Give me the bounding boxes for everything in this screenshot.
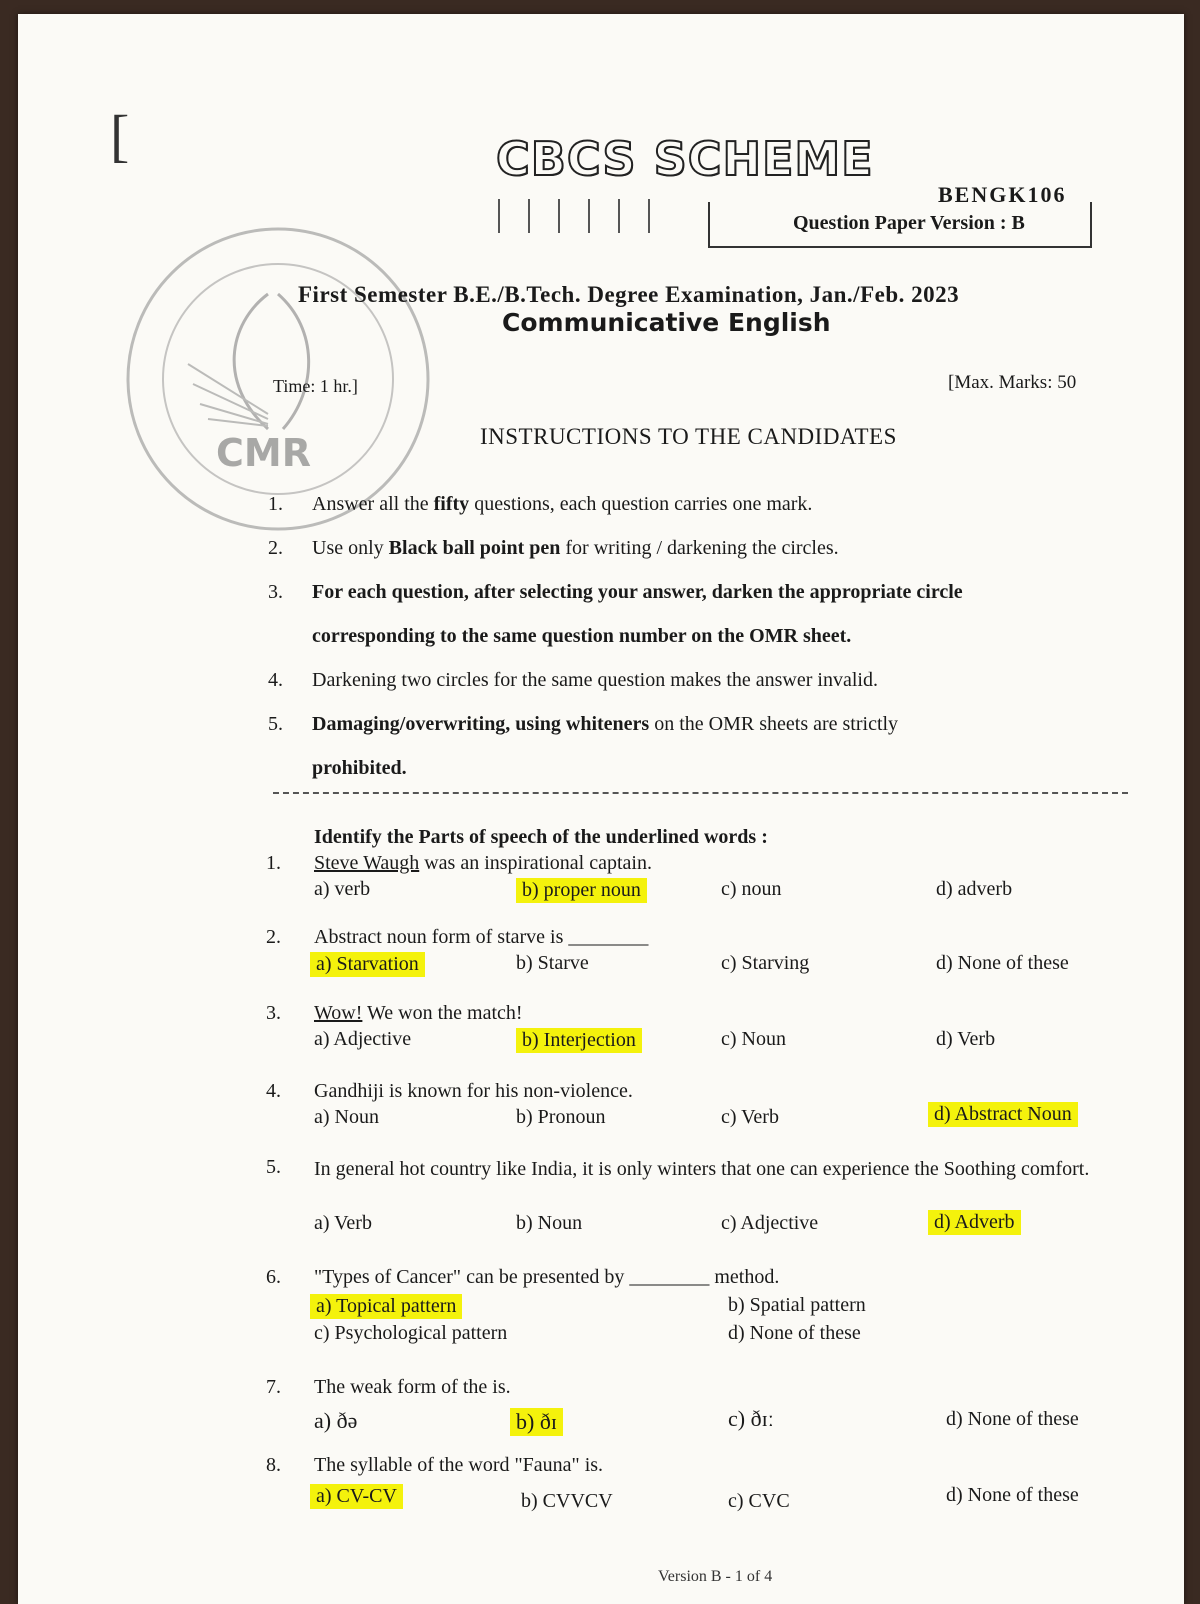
question-8: 8. The syllable of the word "Fauna" is. a) CV-CV b) CVVCV c) CVC d) None of these	[266, 1454, 1079, 1512]
page-footer: Version B - 1 of 4	[658, 1568, 773, 1585]
subject-title: Communicative English	[502, 308, 831, 337]
instruction-item: 4. Darkening two circles for the same question makes the answer invalid.	[268, 669, 878, 691]
degree-line: First Semester B.E./B.Tech. Degree Examination, Jan./Feb. 2023	[298, 282, 960, 307]
option-a-highlighted: a) CV-CV	[310, 1484, 403, 1509]
instruction-item: 5. Damaging/overwriting, using whiteners on the OMR sheets are strictly	[268, 713, 899, 735]
barcode-ticks	[498, 199, 698, 239]
instruction-item: prohibited.	[312, 757, 407, 779]
option-d: d) None of these	[946, 1408, 1079, 1430]
instruction-item: corresponding to the same question number on the OMR sheet.	[312, 625, 852, 647]
svg-text:CMR: CMR	[216, 431, 311, 475]
option-b-highlighted: b) proper noun	[516, 878, 647, 903]
option-b: b) Spatial pattern	[728, 1294, 866, 1316]
option-d: d) None of these	[936, 952, 1069, 974]
option-a: a) ðə	[314, 1408, 358, 1433]
option-c: c) Noun	[721, 1028, 786, 1050]
section-divider	[273, 792, 1128, 794]
scheme-title: CBCS SCHEME	[496, 132, 874, 186]
question-2: 2. Abstract noun form of starve is ________ a) Starvation b) Starve c) Starving d) None of these	[266, 926, 1069, 975]
question-7: 7. The weak form of the is. a) ðə b) ðɪ c) ðɪː d) None of these	[266, 1376, 1079, 1434]
option-a: a) Noun	[314, 1106, 379, 1128]
option-c: c) Verb	[721, 1106, 779, 1128]
option-b-highlighted: b) Interjection	[516, 1028, 642, 1053]
exam-paper	[18, 14, 1184, 1604]
option-a-highlighted: a) Starvation	[310, 952, 425, 977]
option-a: a) verb	[314, 878, 371, 900]
option-c: c) CVC	[728, 1490, 790, 1512]
option-b: b) CVVCV	[521, 1490, 613, 1512]
option-c: c) Adjective	[721, 1212, 819, 1234]
option-b-highlighted: b) ðɪ	[510, 1408, 563, 1436]
question-4: 4. Gandhiji is known for his non-violence. a) Noun b) Pronoun c) Verb d) Abstract Noun	[266, 1080, 1136, 1130]
instructions-list	[268, 482, 1128, 790]
option-d-highlighted: d) Adverb	[928, 1210, 1021, 1235]
course-code: BENGK106	[938, 182, 1067, 207]
instruction-item: 2. Use only Black ball point pen for writing / darkening the circles.	[268, 537, 839, 559]
time-allowed: Time: 1 hr.]	[273, 376, 358, 396]
max-marks: [Max. Marks: 50	[948, 372, 1077, 393]
question-6: 6. "Types of Cancer" can be presented by ________ method. a) Topical pattern b) Spatial pattern c) Psychological pattern d) None of these	[266, 1266, 866, 1344]
version-label: Question Paper Version : B	[793, 212, 1025, 234]
question-1: 1. Steve Waugh was an inspirational captain. a) verb b) proper noun c) noun d) adverb	[266, 852, 1013, 901]
option-d: d) Verb	[936, 1028, 996, 1050]
question-5: 5. In general hot country like India, it is only winters that one can experience the Soothing comfort. a) Verb b) Noun c) Adjective d) Adverb	[266, 1156, 1090, 1234]
option-a: a) Adjective	[314, 1028, 412, 1050]
option-d-highlighted: d) Abstract Noun	[928, 1102, 1078, 1127]
option-a: a) Verb	[314, 1212, 372, 1234]
instructions-title: INSTRUCTIONS TO THE CANDIDATES	[480, 424, 897, 449]
option-a-highlighted: a) Topical pattern	[310, 1294, 462, 1319]
option-b: b) Starve	[516, 952, 589, 974]
instruction-item: 1. Answer all the fifty questions, each question carries one mark.	[268, 493, 813, 515]
option-d: d) None of these	[728, 1322, 861, 1344]
option-c: c) ðɪː	[728, 1406, 774, 1431]
option-c: c) noun	[721, 878, 782, 900]
question-3: 3. Wow! We won the match! a) Adjective b) Interjection c) Noun d) Verb	[266, 1002, 996, 1051]
instruction-item: 3. For each question, after selecting your answer, darken the appropriate circle	[268, 581, 963, 603]
option-d: d) None of these	[946, 1484, 1079, 1506]
option-b: b) Noun	[516, 1212, 583, 1234]
option-d: d) adverb	[936, 878, 1013, 900]
option-c: c) Starving	[721, 952, 810, 974]
pen-mark: [	[110, 103, 130, 168]
option-c: c) Psychological pattern	[314, 1322, 508, 1344]
option-b: b) Pronoun	[516, 1106, 606, 1128]
section-title: Identify the Parts of speech of the underlined words :	[314, 826, 768, 848]
